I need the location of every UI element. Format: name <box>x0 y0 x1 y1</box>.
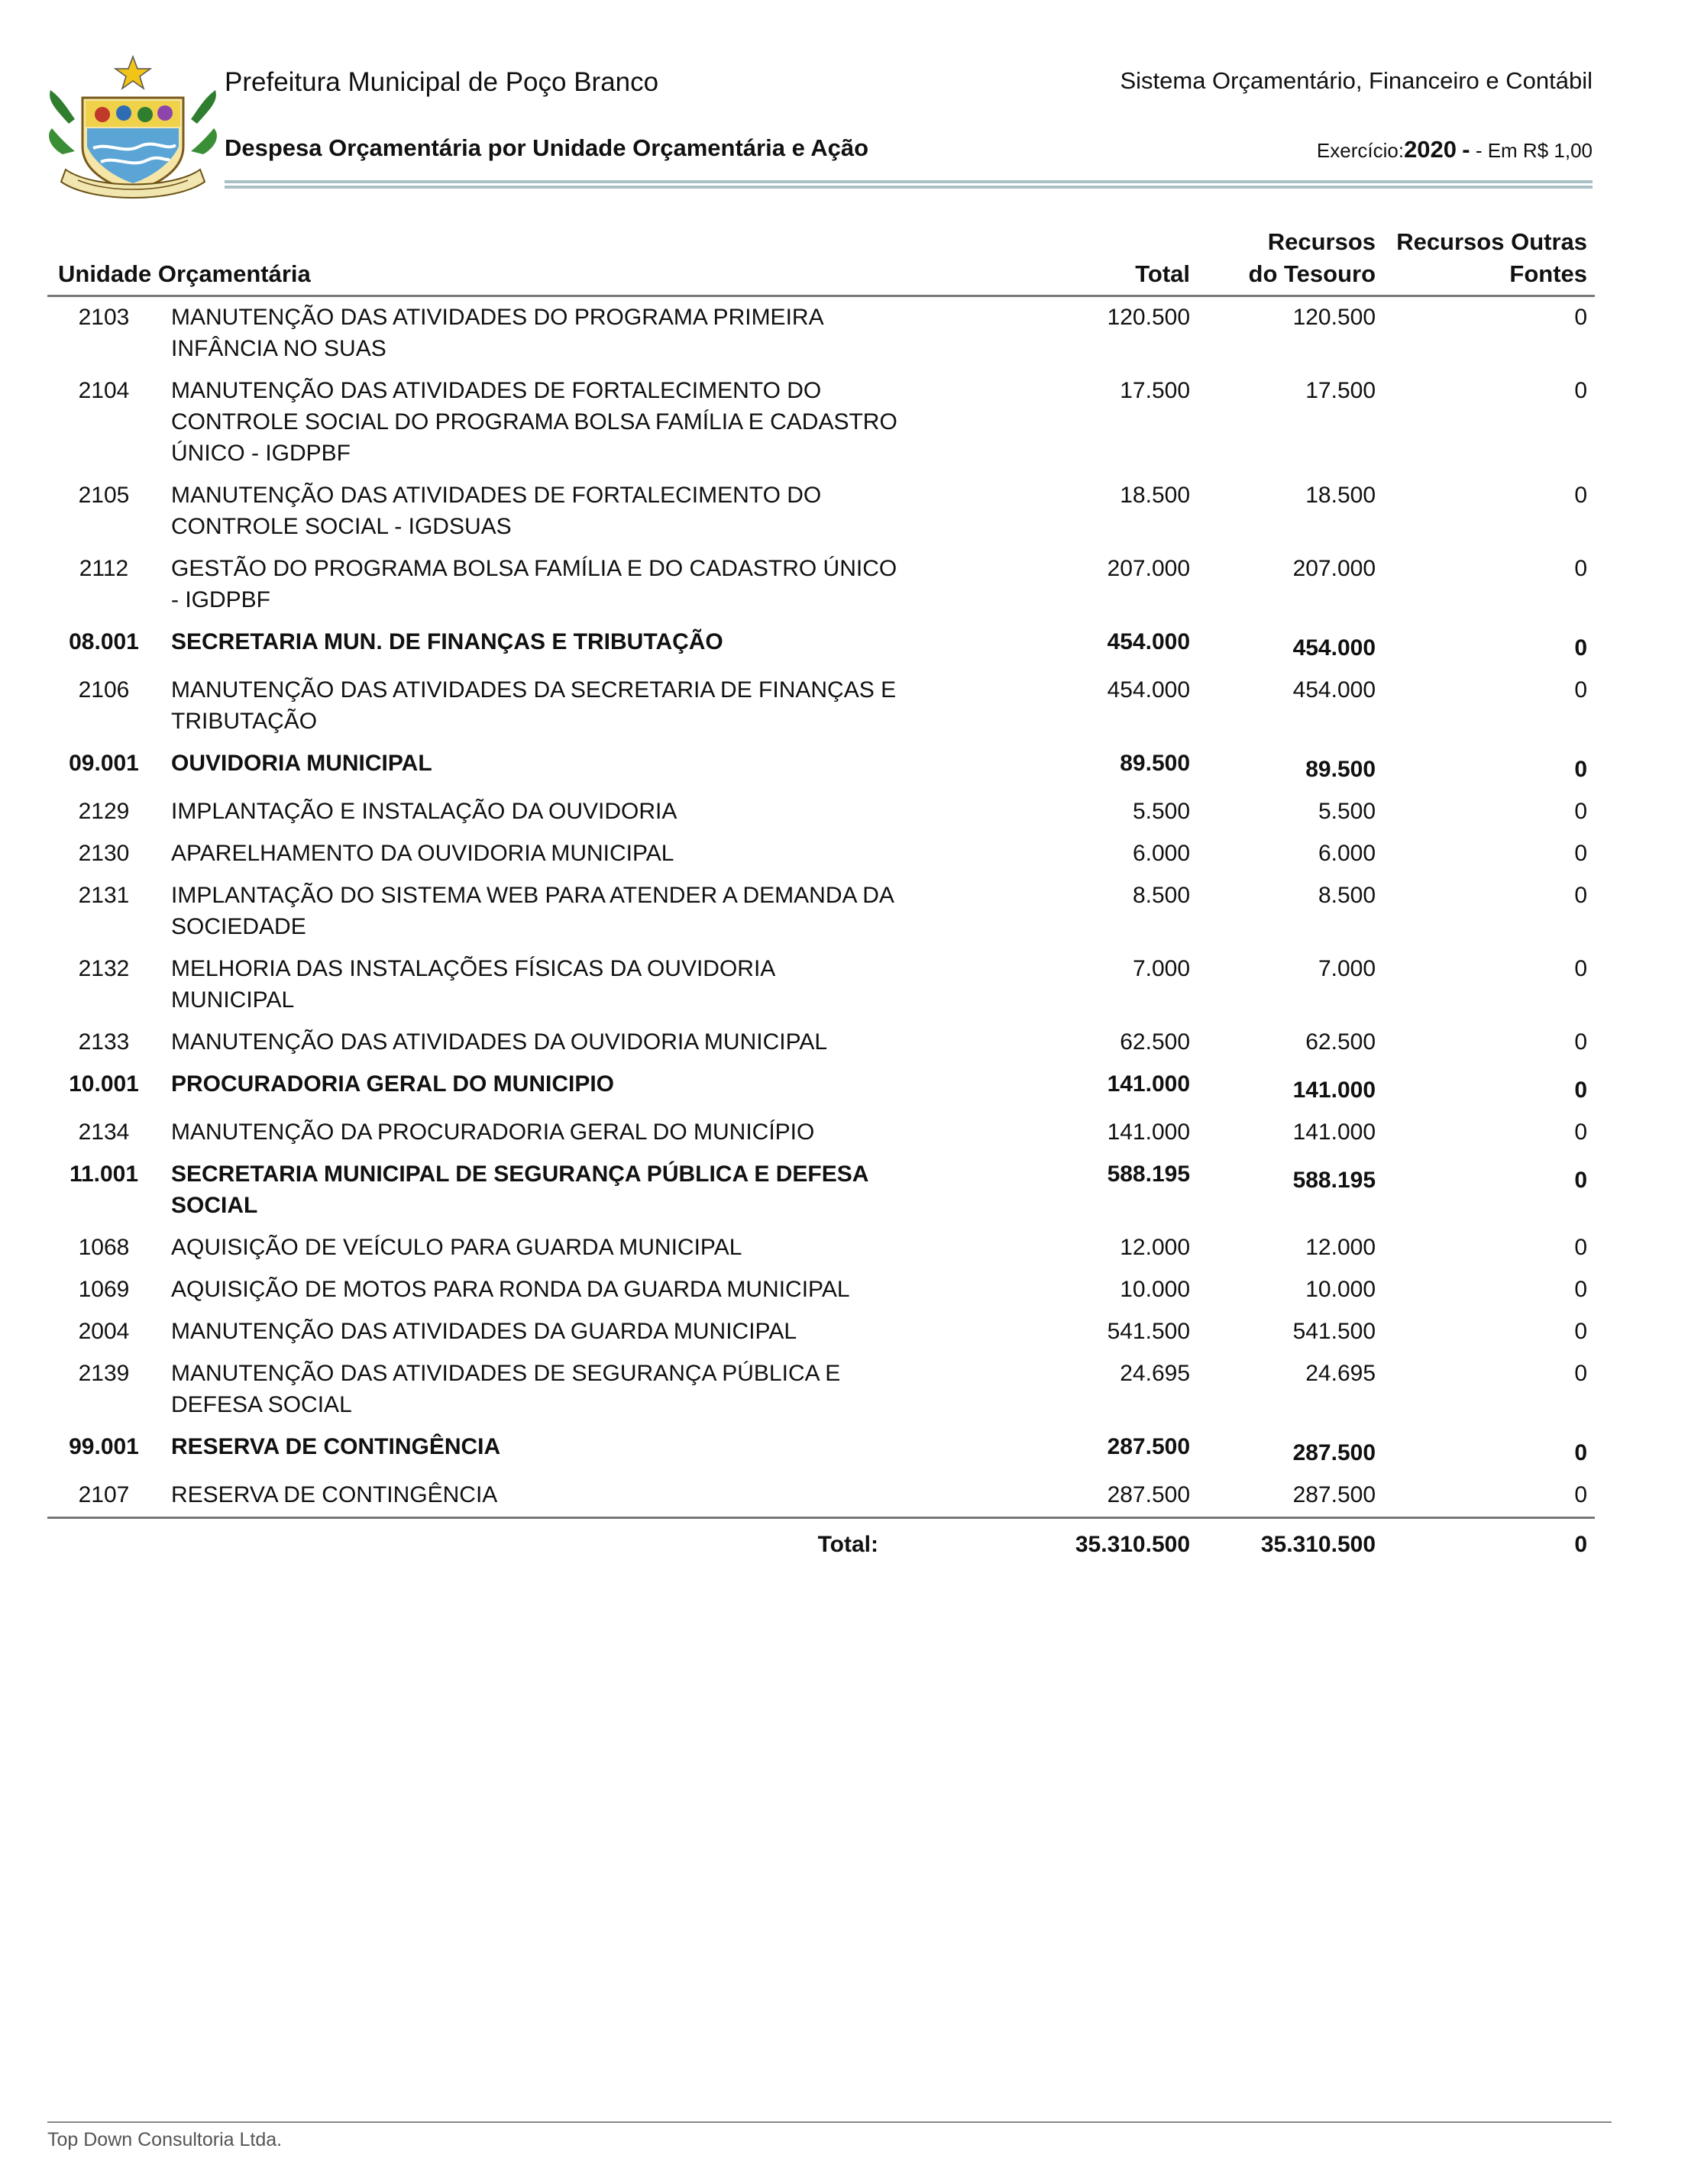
action-row <box>47 1227 1595 1269</box>
row-code: 2104 <box>78 378 130 403</box>
row-treasury: 8.500 <box>1318 883 1376 908</box>
row-treasury: 141.000 <box>1292 1119 1376 1145</box>
row-description: MANUTENÇÃO DAS ATIVIDADES DE FORTALECIMENTO DO CONTROLE SOCIAL DO PROGRAMA BOLSA FAMÍLIA E CADASTRO ÚNICO - IGDPBF <box>171 378 897 466</box>
row-description: MANUTENÇÃO DAS ATIVIDADES DA OUVIDORIA MUNICIPAL <box>171 1029 828 1055</box>
row-total: 141.000 <box>1107 1071 1191 1097</box>
exercise-year: 2020 <box>1404 136 1457 163</box>
action-row <box>47 948 1595 1022</box>
row-other-sources: 0 <box>1574 677 1588 703</box>
row-code: 2132 <box>78 956 130 981</box>
column-header-unit: Unidade Orçamentária <box>47 226 932 296</box>
row-description: IMPLANTAÇÃO E INSTALAÇÃO DA OUVIDORIA <box>171 799 677 824</box>
row-other-sources: 0 <box>1574 635 1588 661</box>
action-row <box>47 475 1595 548</box>
column-header-other-line1: Recursos Outras <box>1396 228 1588 255</box>
grand-total-treasury: 35.310.500 <box>1260 1532 1376 1557</box>
row-total: 141.000 <box>1107 1119 1191 1145</box>
row-description: SECRETARIA MUN. DE FINANÇAS E TRIBUTAÇÃO <box>171 629 723 654</box>
action-row <box>47 875 1595 948</box>
row-description: SECRETARIA MUNICIPAL DE SEGURANÇA PÚBLICA E DEFESA SOCIAL <box>171 1161 868 1218</box>
row-other-sources: 0 <box>1574 378 1588 403</box>
grand-total-other: 0 <box>1574 1532 1588 1557</box>
row-other-sources: 0 <box>1574 757 1588 782</box>
row-other-sources: 0 <box>1574 956 1588 981</box>
row-description: PROCURADORIA GERAL DO MUNICIPIO <box>171 1071 615 1097</box>
budget-unit-row <box>47 1154 1595 1227</box>
row-total: 10.000 <box>1120 1277 1191 1302</box>
row-treasury: 454.000 <box>1292 677 1376 703</box>
exercise-info <box>1317 136 1593 163</box>
row-code: 2105 <box>78 483 130 508</box>
row-treasury: 287.500 <box>1193 1475 1388 1518</box>
row-treasury: 89.500 <box>1305 757 1376 782</box>
row-total: 8.500 <box>1132 883 1191 908</box>
action-row <box>47 1112 1595 1154</box>
row-total: 541.500 <box>1107 1319 1191 1344</box>
row-treasury: 18.500 <box>1305 483 1376 508</box>
column-header-treasury-line1: Recursos <box>1267 228 1376 255</box>
row-description: MANUTENÇÃO DAS ATIVIDADES DE SEGURANÇA PÚBLICA E DEFESA SOCIAL <box>171 1361 841 1417</box>
row-description: IMPLANTAÇÃO DO SISTEMA WEB PARA ATENDER A DEMANDA DA SOCIEDADE <box>171 883 894 939</box>
row-total: 12.000 <box>1120 1235 1191 1260</box>
row-code: 2129 <box>78 799 130 824</box>
row-treasury: 6.000 <box>1318 841 1376 866</box>
row-treasury: 5.500 <box>1318 799 1376 824</box>
row-total: 207.000 <box>1107 556 1191 581</box>
row-other-sources: 0 <box>1574 799 1588 824</box>
budget-unit-row <box>47 622 1595 670</box>
row-description: MANUTENÇÃO DA PROCURADORIA GERAL DO MUNICÍPIO <box>171 1119 815 1145</box>
report-title: Despesa Orçamentária por Unidade Orçamentária e Ação <box>225 134 869 161</box>
row-treasury: 10.000 <box>1305 1277 1376 1302</box>
row-description: MANUTENÇÃO DAS ATIVIDADES DA GUARDA MUNICIPAL <box>171 1319 797 1344</box>
row-other-sources: 0 <box>1574 841 1588 866</box>
row-total: 287.500 <box>1107 1434 1191 1459</box>
row-other-sources: 0 <box>1388 1475 1595 1518</box>
row-description: APARELHAMENTO DA OUVIDORIA MUNICIPAL <box>171 841 674 866</box>
row-code: 11.001 <box>69 1161 139 1187</box>
row-code: 09.001 <box>69 751 139 776</box>
action-row <box>47 1475 1595 1518</box>
row-code: 99.001 <box>69 1434 139 1459</box>
action-row <box>47 548 1595 622</box>
action-row <box>47 1022 1595 1064</box>
row-treasury: 120.500 <box>1292 305 1376 330</box>
column-header-other-sources <box>1388 226 1595 296</box>
row-other-sources: 0 <box>1574 1168 1588 1193</box>
row-other-sources: 0 <box>1574 1440 1588 1465</box>
column-header-total: Total <box>932 226 1193 296</box>
row-code: 2112 <box>79 556 129 581</box>
row-other-sources: 0 <box>1574 1029 1588 1055</box>
currency-note: - Em R$ 1,00 <box>1475 139 1593 162</box>
column-header-other-line2: Fontes <box>1509 260 1588 287</box>
row-code: 2133 <box>78 1029 130 1055</box>
grand-total-total: 35.310.500 <box>1075 1532 1191 1557</box>
row-description: MANUTENÇÃO DAS ATIVIDADES DO PROGRAMA PRIMEIRA INFÂNCIA NO SUAS <box>171 305 823 361</box>
grand-total-label: Total: <box>817 1532 879 1557</box>
row-code: 1068 <box>78 1235 130 1260</box>
row-code: 10.001 <box>69 1071 139 1097</box>
header-divider <box>225 180 1593 189</box>
column-header-treasury <box>1193 226 1388 296</box>
row-description: AQUISIÇÃO DE VEÍCULO PARA GUARDA MUNICIPAL <box>171 1235 742 1260</box>
row-description: RESERVA DE CONTINGÊNCIA <box>160 1475 932 1518</box>
system-name: Sistema Orçamentário, Financeiro e Contábil <box>1120 67 1593 94</box>
row-description: MELHORIA DAS INSTALAÇÕES FÍSICAS DA OUVIDORIA MUNICIPAL <box>171 956 774 1013</box>
row-total: 89.500 <box>1120 751 1191 776</box>
action-row <box>47 1311 1595 1353</box>
action-row <box>47 1269 1595 1311</box>
action-row <box>47 370 1595 475</box>
row-code: 2106 <box>78 677 130 703</box>
budget-unit-row <box>47 1064 1595 1112</box>
row-description: MANUTENÇÃO DAS ATIVIDADES DA SECRETARIA DE FINANÇAS E TRIBUTAÇÃO <box>171 677 897 734</box>
row-treasury: 62.500 <box>1305 1029 1376 1055</box>
row-description: RESERVA DE CONTINGÊNCIA <box>171 1434 501 1459</box>
budget-unit-row <box>47 743 1595 791</box>
row-treasury: 541.500 <box>1292 1319 1376 1344</box>
row-description: OUVIDORIA MUNICIPAL <box>171 751 432 776</box>
row-total: 17.500 <box>1120 378 1191 403</box>
row-other-sources: 0 <box>1574 1077 1588 1103</box>
action-row <box>47 296 1595 371</box>
row-total: 454.000 <box>1107 677 1191 703</box>
action-row <box>47 791 1595 833</box>
action-row <box>47 1353 1595 1426</box>
row-total: 588.195 <box>1107 1161 1191 1187</box>
row-code: 2107 <box>47 1475 160 1518</box>
row-other-sources: 0 <box>1574 883 1588 908</box>
row-treasury: 588.195 <box>1292 1168 1376 1193</box>
row-total: 6.000 <box>1132 841 1191 866</box>
row-total: 287.500 <box>932 1475 1193 1518</box>
action-row <box>47 670 1595 743</box>
row-total: 454.000 <box>1107 629 1191 654</box>
row-other-sources: 0 <box>1574 556 1588 581</box>
row-code: 1069 <box>78 1277 130 1302</box>
municipal-crest-logo <box>47 55 218 202</box>
row-code: 08.001 <box>69 629 139 654</box>
row-total: 7.000 <box>1132 956 1191 981</box>
row-code: 2131 <box>78 883 130 908</box>
row-treasury: 12.000 <box>1305 1235 1376 1260</box>
row-total: 120.500 <box>1107 305 1191 330</box>
page-footer: Top Down Consultoria Ltda. <box>47 2129 283 2150</box>
row-treasury: 454.000 <box>1292 635 1376 661</box>
row-description: AQUISIÇÃO DE MOTOS PARA RONDA DA GUARDA MUNICIPAL <box>171 1277 850 1302</box>
row-code: 2134 <box>78 1119 130 1145</box>
row-other-sources: 0 <box>1574 1319 1588 1344</box>
budget-table <box>47 226 1595 1560</box>
budget-unit-row <box>47 1426 1595 1475</box>
row-code: 2103 <box>78 305 130 330</box>
row-other-sources: 0 <box>1574 1361 1588 1386</box>
row-description: GESTÃO DO PROGRAMA BOLSA FAMÍLIA E DO CADASTRO ÚNICO - IGDPBF <box>171 556 897 612</box>
row-other-sources: 0 <box>1574 1119 1588 1145</box>
row-total: 18.500 <box>1120 483 1191 508</box>
row-treasury: 207.000 <box>1292 556 1376 581</box>
row-code: 2139 <box>78 1361 130 1386</box>
row-total: 62.500 <box>1120 1029 1191 1055</box>
row-code: 2004 <box>78 1319 130 1344</box>
row-total: 24.695 <box>1120 1361 1191 1386</box>
action-row <box>47 833 1595 875</box>
row-treasury: 141.000 <box>1292 1077 1376 1103</box>
row-treasury: 287.500 <box>1292 1440 1376 1465</box>
row-description: MANUTENÇÃO DAS ATIVIDADES DE FORTALECIMENTO DO CONTROLE SOCIAL - IGDSUAS <box>171 483 822 539</box>
table-header-row <box>47 226 1595 296</box>
table-body <box>47 296 1595 1518</box>
column-header-treasury-line2: do Tesouro <box>1248 260 1376 287</box>
row-treasury: 7.000 <box>1318 956 1376 981</box>
row-other-sources: 0 <box>1574 1277 1588 1302</box>
row-treasury: 24.695 <box>1305 1361 1376 1386</box>
organization-name: Prefeitura Municipal de Poço Branco <box>225 67 659 97</box>
row-total: 5.500 <box>1132 799 1191 824</box>
row-treasury: 17.500 <box>1305 378 1376 403</box>
grand-total-row <box>47 1518 1595 1561</box>
row-other-sources: 0 <box>1574 483 1588 508</box>
currency-dash: - <box>1462 136 1470 163</box>
row-other-sources: 0 <box>1574 1235 1588 1260</box>
exercise-label: Exercício: <box>1316 139 1405 162</box>
row-code: 2130 <box>78 841 130 866</box>
footer-divider <box>47 2121 1612 2123</box>
row-other-sources: 0 <box>1574 305 1588 330</box>
